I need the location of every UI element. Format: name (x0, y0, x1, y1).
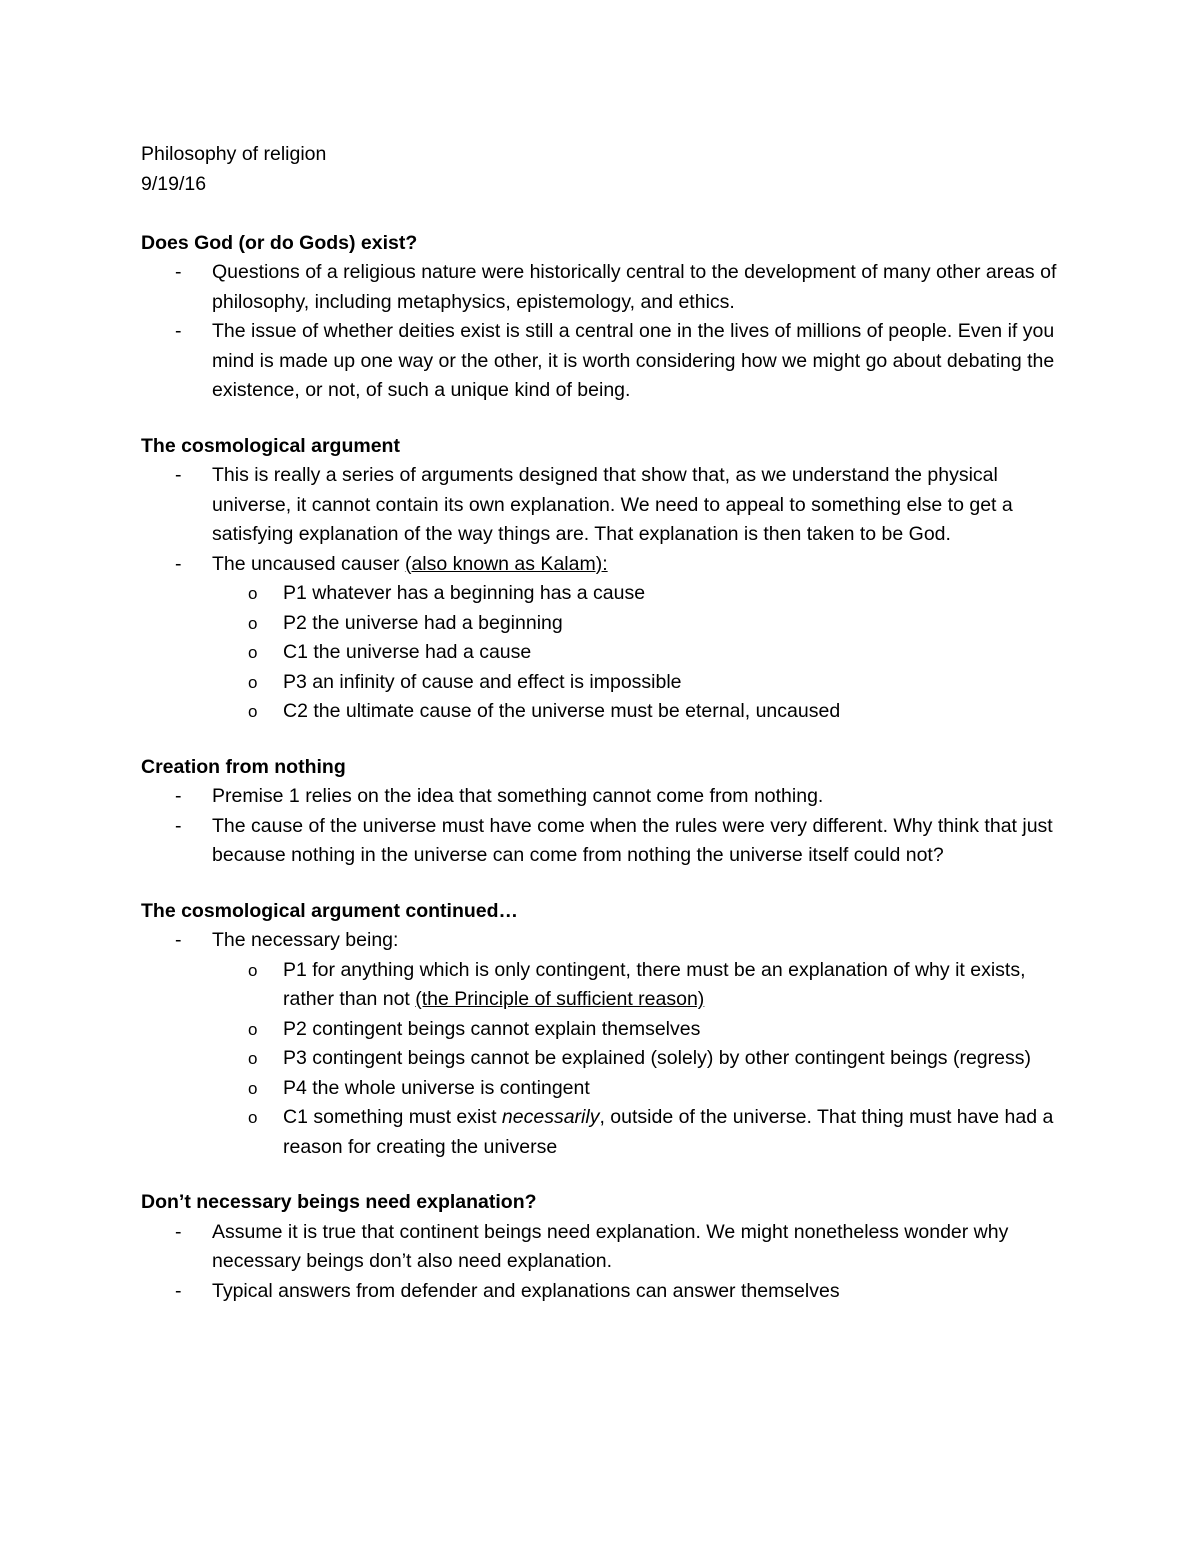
document-page (141, 140, 1081, 1306)
sub-bullet-item (141, 609, 1081, 639)
section-necessary-beings-explanation (141, 1188, 1081, 1306)
bullet-text: Premise 1 relies on the idea that something cannot come from nothing. (212, 785, 824, 807)
bullet-item (141, 812, 1081, 871)
circle-bullet: o (248, 584, 258, 603)
dash-bullet: - (175, 1220, 182, 1243)
bullet-item (141, 317, 1081, 406)
sub-bullet-item (141, 1015, 1081, 1045)
sub-bullet-text: P2 contingent beings cannot explain themselves (283, 1017, 701, 1040)
sub-bullet-text: C1 the universe had a cause (283, 641, 532, 663)
underlined-text: (also known as Kalam): (404, 552, 608, 575)
section-heading: Does God (or do Gods) exist? (141, 231, 418, 254)
bullet-item (141, 1277, 1081, 1307)
sub-bullet-item (141, 1103, 1081, 1162)
spacer (141, 1162, 1081, 1188)
spacer (141, 406, 1081, 432)
bullet-text: Questions of a religious nature were historically central to the development of many other areas of philosophy, including metaphysics, epistemology, and ethics. (212, 261, 1057, 313)
sub-bullet-text: C2 the ultimate cause of the universe must be eternal, uncaused (283, 700, 841, 722)
bullet-text: This is really a series of arguments designed that show that, as we understand the physical universe, it cannot contain its own explanation. We need to appeal to something else to get a satisfying explanation of the way things are. That explanation is then taken to be God. (212, 464, 1013, 545)
circle-bullet: o (248, 643, 258, 662)
sub-bullet-text: P3 an infinity of cause and effect is impossible (283, 670, 682, 693)
italic-text: necessarily (501, 1106, 600, 1128)
circle-bullet: o (248, 702, 258, 721)
sub-bullet-item (141, 579, 1081, 609)
bullet-item (141, 926, 1081, 956)
bullet-text: The necessary being: (212, 929, 399, 951)
sub-bullet-item (141, 1074, 1081, 1104)
sub-bullet-text: P4 the whole universe is contingent (283, 1076, 590, 1099)
section-creation-from-nothing (141, 753, 1081, 871)
section-heading: The cosmological argument (141, 434, 400, 457)
sub-bullet-item (141, 668, 1081, 698)
bullet-text: The uncaused causer (212, 552, 405, 575)
document-date: 9/19/16 (141, 172, 207, 195)
bullet-item (141, 550, 1081, 580)
circle-bullet: o (248, 960, 258, 980)
dash-bullet: - (175, 320, 182, 342)
section-cosmological-continued (141, 897, 1081, 1163)
spacer (141, 871, 1081, 897)
sub-list (141, 956, 1081, 1163)
sub-bullet-item (141, 956, 1081, 1015)
bullet-text: The issue of whether deities exist is still a central one in the lives of millions of people. Even if you mind is made up one way or the other, it is worth considering how we might go about debating the existence, or not, of such a unique kind of being. (212, 320, 1055, 401)
bullet-item (141, 258, 1081, 317)
bullet-text: Assume it is true that continent beings need explanation. We might nonetheless wonder why necessary beings don’t also need explanation. (212, 1220, 1009, 1272)
dash-bullet: - (175, 1279, 182, 1302)
sub-bullet-item (141, 1044, 1081, 1074)
sub-bullet-item (141, 638, 1081, 668)
sub-bullet-text: P1 for anything which is only contingent, there must be an explanation of why it exists, rather than not (283, 958, 1026, 1010)
circle-bullet: o (248, 1049, 258, 1068)
sub-bullet-text: P1 whatever has a beginning has a cause (283, 582, 646, 604)
circle-bullet: o (248, 1108, 258, 1127)
circle-bullet: o (248, 1019, 258, 1039)
spacer (141, 199, 1081, 229)
section-heading: Don’t necessary beings need explanation? (141, 1191, 537, 1213)
sub-bullet-text: C1 something must exist (283, 1106, 502, 1128)
bullet-item (141, 461, 1081, 550)
sub-bullet-text: P2 the universe had a beginning (283, 611, 563, 634)
section-cosmological-argument (141, 432, 1081, 727)
circle-bullet: o (248, 672, 258, 692)
sub-list (141, 579, 1081, 727)
section-does-god-exist (141, 229, 1081, 406)
spacer (141, 727, 1081, 753)
sub-bullet-text: P3 contingent beings cannot be explained (solely) by other contingent beings (regress) (283, 1047, 1031, 1069)
document-title: Philosophy of religion (141, 143, 327, 165)
bullet-text: Typical answers from defender and explanations can answer themselves (212, 1279, 840, 1302)
dash-bullet: - (175, 261, 182, 283)
bullet-text: The cause of the universe must have come when the rules were very different. Why think that just because nothing in the universe can come from nothing the universe itself could not? (212, 814, 1053, 866)
dash-bullet: - (175, 785, 182, 807)
bullet-item (141, 1218, 1081, 1277)
dash-bullet: - (175, 814, 182, 837)
dash-bullet: - (175, 552, 182, 575)
circle-bullet: o (248, 613, 258, 633)
dash-bullet: - (175, 929, 182, 951)
section-heading: Creation from nothing (141, 755, 346, 778)
dash-bullet: - (175, 464, 182, 486)
sub-bullet-item (141, 697, 1081, 727)
sub-bullet-text: , outside of the universe. That thing must have had a reason for creating the universe (283, 1106, 1054, 1158)
underlined-text: (the Principle of sufficient reason) (415, 988, 705, 1010)
bullet-item (141, 782, 1081, 812)
section-heading: The cosmological argument continued… (141, 899, 519, 922)
circle-bullet: o (248, 1078, 258, 1098)
